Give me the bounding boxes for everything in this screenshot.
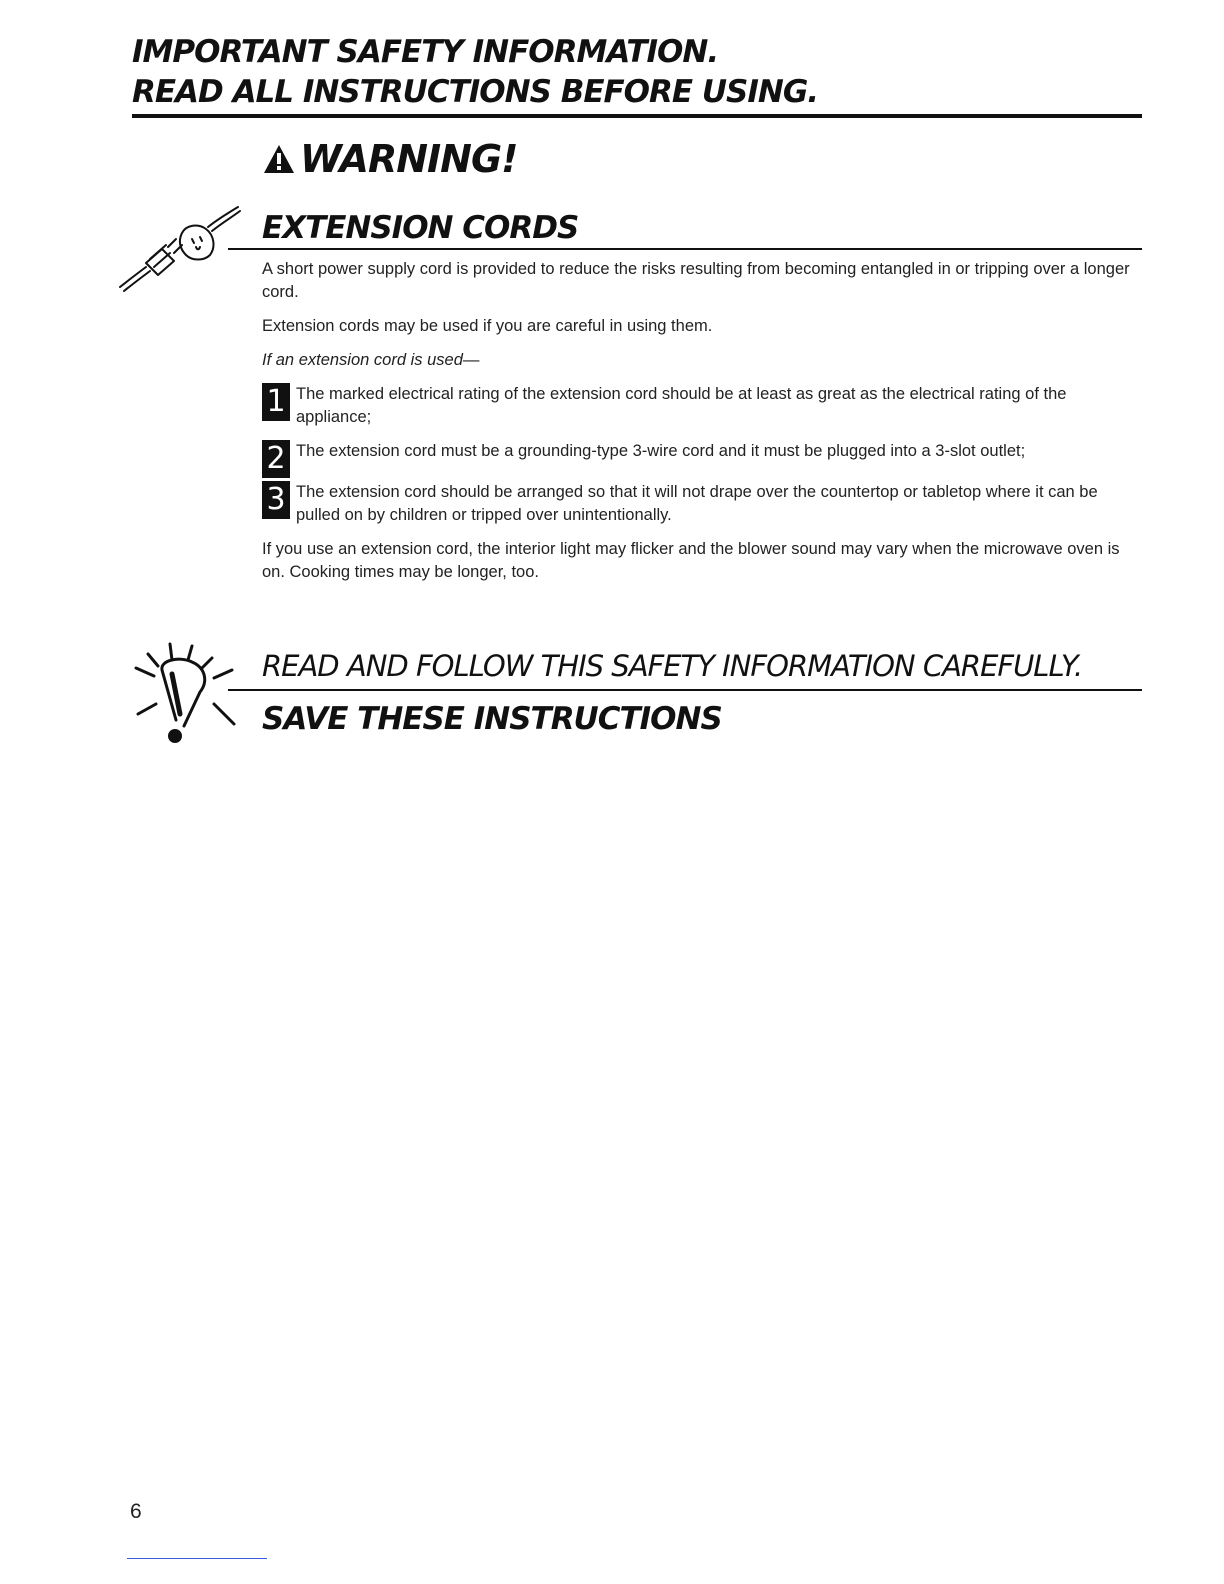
closing-read-follow: READ AND FOLLOW THIS SAFETY INFORMATION CAREFULLY.: [262, 649, 1083, 683]
number-badge-3: 3: [262, 481, 290, 519]
number-badge-1: 1: [262, 383, 290, 421]
list-item-text: The marked electrical rating of the extension cord should be at least as great as the electrical rating of the appliance;: [296, 385, 1067, 426]
lightbulb-icon: [130, 640, 240, 748]
footer-link-underline: [127, 1558, 267, 1559]
extension-cords-body: [262, 258, 1142, 595]
warning-banner: [262, 134, 518, 184]
list-item: [262, 440, 1142, 476]
section-rule: [228, 248, 1142, 250]
page-header-title: [132, 32, 1142, 112]
warning-triangle-icon: [262, 143, 296, 175]
closing-rule: [228, 689, 1142, 691]
header-rule: [132, 114, 1142, 118]
paragraph-if-used: If an extension cord is used—: [262, 351, 480, 369]
list-item: [262, 481, 1142, 527]
page-number: 6: [130, 1500, 142, 1523]
header-line-2: READ ALL INSTRUCTIONS BEFORE USING.: [132, 74, 819, 110]
list-item-text: The extension cord must be a grounding-type 3-wire cord and it must be plugged into a 3-slot outlet;: [296, 442, 1026, 460]
number-badge-2: 2: [262, 440, 290, 478]
list-item-text: The extension cord should be arranged so that it will not drape over the countertop or tabletop where it can be pulled on by children or tripped over unintentionally.: [296, 483, 1098, 524]
paragraph-careful-use: Extension cords may be used if you are careful in using them.: [262, 317, 713, 335]
plug-icon: [116, 203, 242, 295]
header-line-1: IMPORTANT SAFETY INFORMATION.: [132, 34, 719, 70]
warning-label: WARNING!: [300, 137, 518, 181]
paragraph-short-cord: A short power supply cord is provided to reduce the risks resulting from becoming entangled in or tripping over a longer cord.: [262, 260, 1130, 301]
paragraph-flicker: If you use an extension cord, the interior light may flicker and the blower sound may vary when the microwave oven is on. Cooking times may be longer, too.: [262, 540, 1120, 581]
list-item: [262, 383, 1142, 429]
closing-save-instructions: SAVE THESE INSTRUCTIONS: [262, 701, 722, 737]
extension-cords-heading: EXTENSION CORDS: [262, 210, 579, 246]
